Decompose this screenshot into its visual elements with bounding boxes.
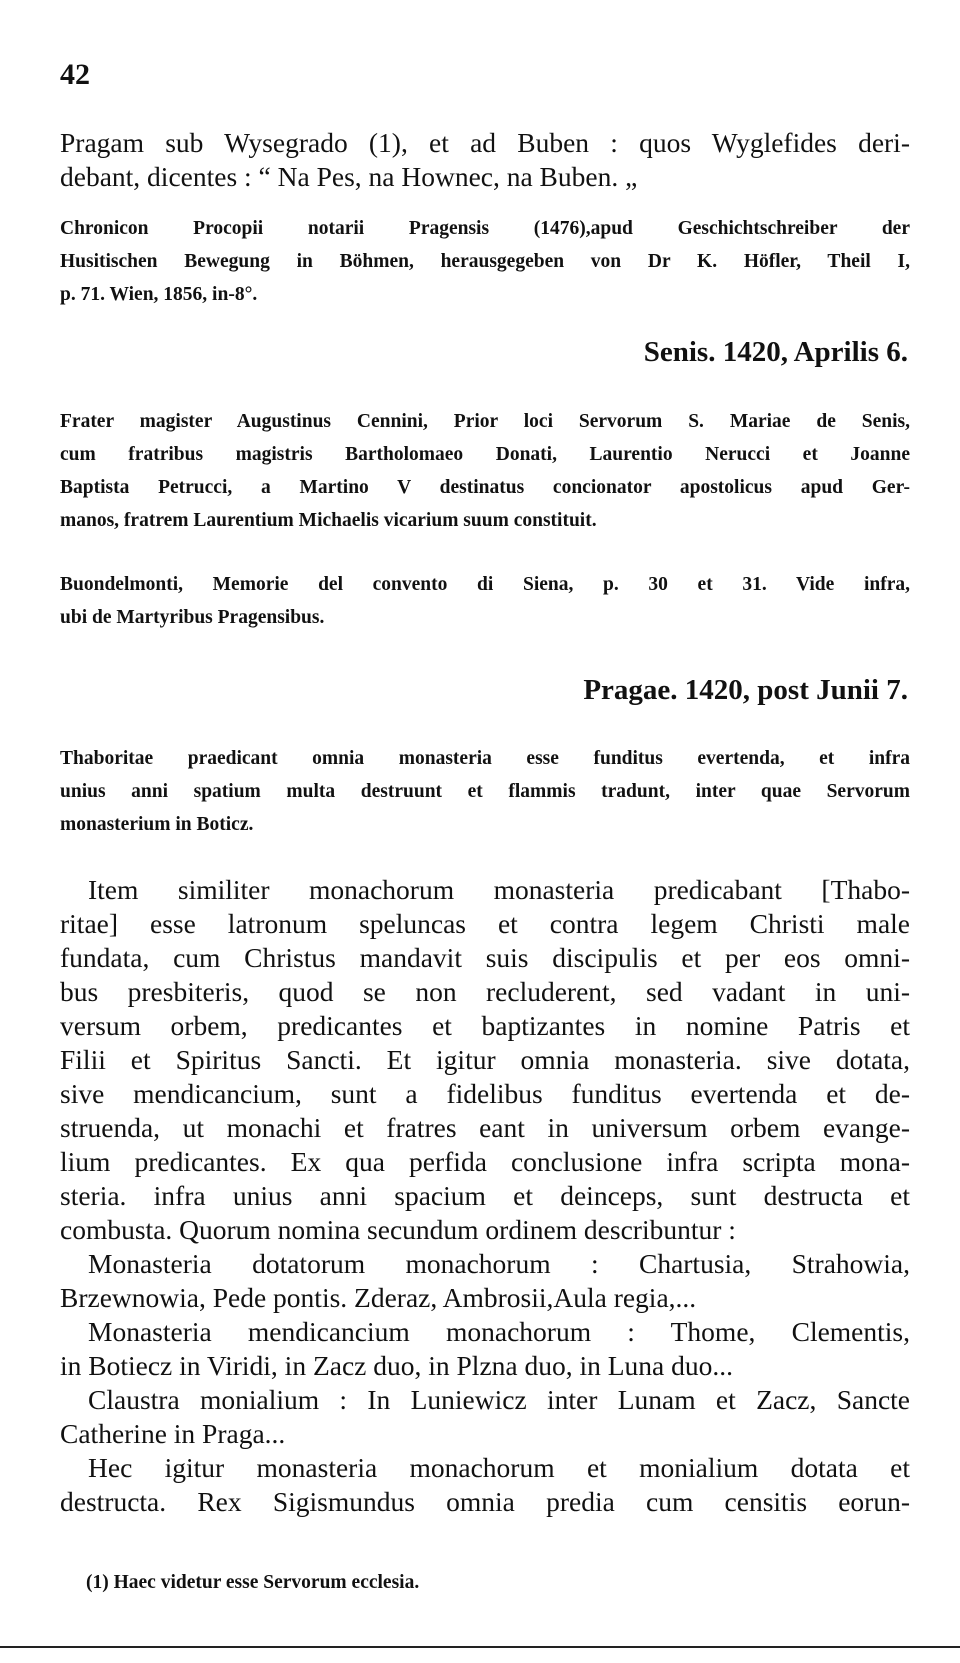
body-line: Item similiter monachorum monasteria predicabant [Thabo-	[88, 874, 910, 905]
text-line: Pragam sub Wysegrado (1), et ad Buben : quos Wyglefides deri-	[60, 127, 910, 158]
summary-line: unius anni spatium multa destruunt et flammis tradunt, inter quae Servorum	[60, 781, 910, 802]
body-line: Brzewnowia, Pede pontis. Zderaz, Ambrosii,Aula regia,...	[60, 1282, 697, 1313]
summary-line: Baptista Petrucci, a Martino V destinatus concionator apostolicus apud Ger-	[60, 477, 910, 498]
summary-line: Thaboritae praedicant omnia monasteria esse funditus evertenda, et infra	[60, 748, 910, 769]
summary-line: cum fratribus magistris Bartholomaeo Donati, Laurentio Nerucci et Joanne	[60, 444, 910, 465]
page-number: 42	[60, 58, 90, 91]
summary-line: manos, fratrem Laurentium Michaelis vicarium suum constituit.	[60, 510, 597, 531]
body-line: Hec igitur monasteria monachorum et monialium dotata et	[88, 1452, 910, 1483]
summary-line: monasterium in Boticz.	[60, 814, 254, 835]
body-line: Claustra monialium : In Luniewicz inter Lunam et Zacz, Sancte	[88, 1384, 910, 1415]
body-line: fundata, cum Christus mandavit suis discipulis et per eos omni-	[60, 942, 910, 973]
summary-line: Frater magister Augustinus Cennini, Prior loci Servorum S. Mariae de Senis,	[60, 411, 910, 432]
body-line: combusta. Quorum nomina secundum ordinem describuntur :	[60, 1214, 736, 1245]
body-line: Monasteria dotatorum monachorum : Chartusia, Strahowia,	[88, 1248, 910, 1279]
body-line: Monasteria mendicancium monachorum : Thome, Clementis,	[88, 1316, 910, 1347]
citation-line: Buondelmonti, Memorie del convento di Siena, p. 30 et 31. Vide infra,	[60, 574, 910, 595]
body-line: destructa. Rex Sigismundus omnia predia cum censitis eorun-	[60, 1486, 910, 1517]
body-line: steria. infra unius anni spacium et deinceps, sunt destructa et	[60, 1180, 910, 1211]
body-line: bus presbiteris, quod se non recluderent, sed vadant in uni-	[60, 976, 910, 1007]
citation-line: p. 71. Wien, 1856, in-8°.	[60, 284, 258, 305]
citation-line: ubi de Martyribus Pragensibus.	[60, 607, 325, 628]
citation-line: Chronicon Procopii notarii Pragensis (1476),apud Geschichtschreiber der	[60, 218, 910, 239]
body-line: sive mendicancium, sunt a fidelibus funditus evertenda et de-	[60, 1078, 910, 1109]
body-line: lium predicantes. Ex qua perfida conclusione infra scripta mona-	[60, 1146, 910, 1177]
entry-heading-senis: Senis. 1420, Aprilis 6.	[643, 336, 908, 368]
entry-heading-pragae: Pragae. 1420, post Junii 7.	[583, 674, 908, 706]
body-line: in Botiecz in Viridi, in Zacz duo, in Plzna duo, in Luna duo...	[60, 1350, 733, 1381]
body-line: ritae] esse latronum speluncas et contra legem Christi male	[60, 908, 910, 939]
citation-chronicon	[60, 212, 910, 311]
page-bottom-border	[0, 1646, 960, 1648]
entry-summary-senis	[60, 405, 910, 537]
main-text	[60, 873, 910, 1519]
body-line: Filii et Spiritus Sancti. Et igitur omnia monasteria. sive dotata,	[60, 1044, 910, 1075]
citation-buondelmonti	[60, 568, 910, 634]
footnote: (1) Haec videtur esse Servorum ecclesia.	[86, 1572, 420, 1593]
text-line: debant, dicentes : “ Na Pes, na Hownec, na Buben. „	[60, 161, 638, 192]
citation-line: Husitischen Bewegung in Böhmen, herausgegeben von Dr K. Höfler, Theil I,	[60, 251, 910, 272]
intro-paragraph	[60, 126, 910, 194]
entry-summary-pragae	[60, 742, 910, 841]
body-line: struenda, ut monachi et fratres eant in universum orbem evange-	[60, 1112, 910, 1143]
body-line: versum orbem, predicantes et baptizantes in nomine Patris et	[60, 1010, 910, 1041]
body-line: Catherine in Praga...	[60, 1418, 286, 1449]
